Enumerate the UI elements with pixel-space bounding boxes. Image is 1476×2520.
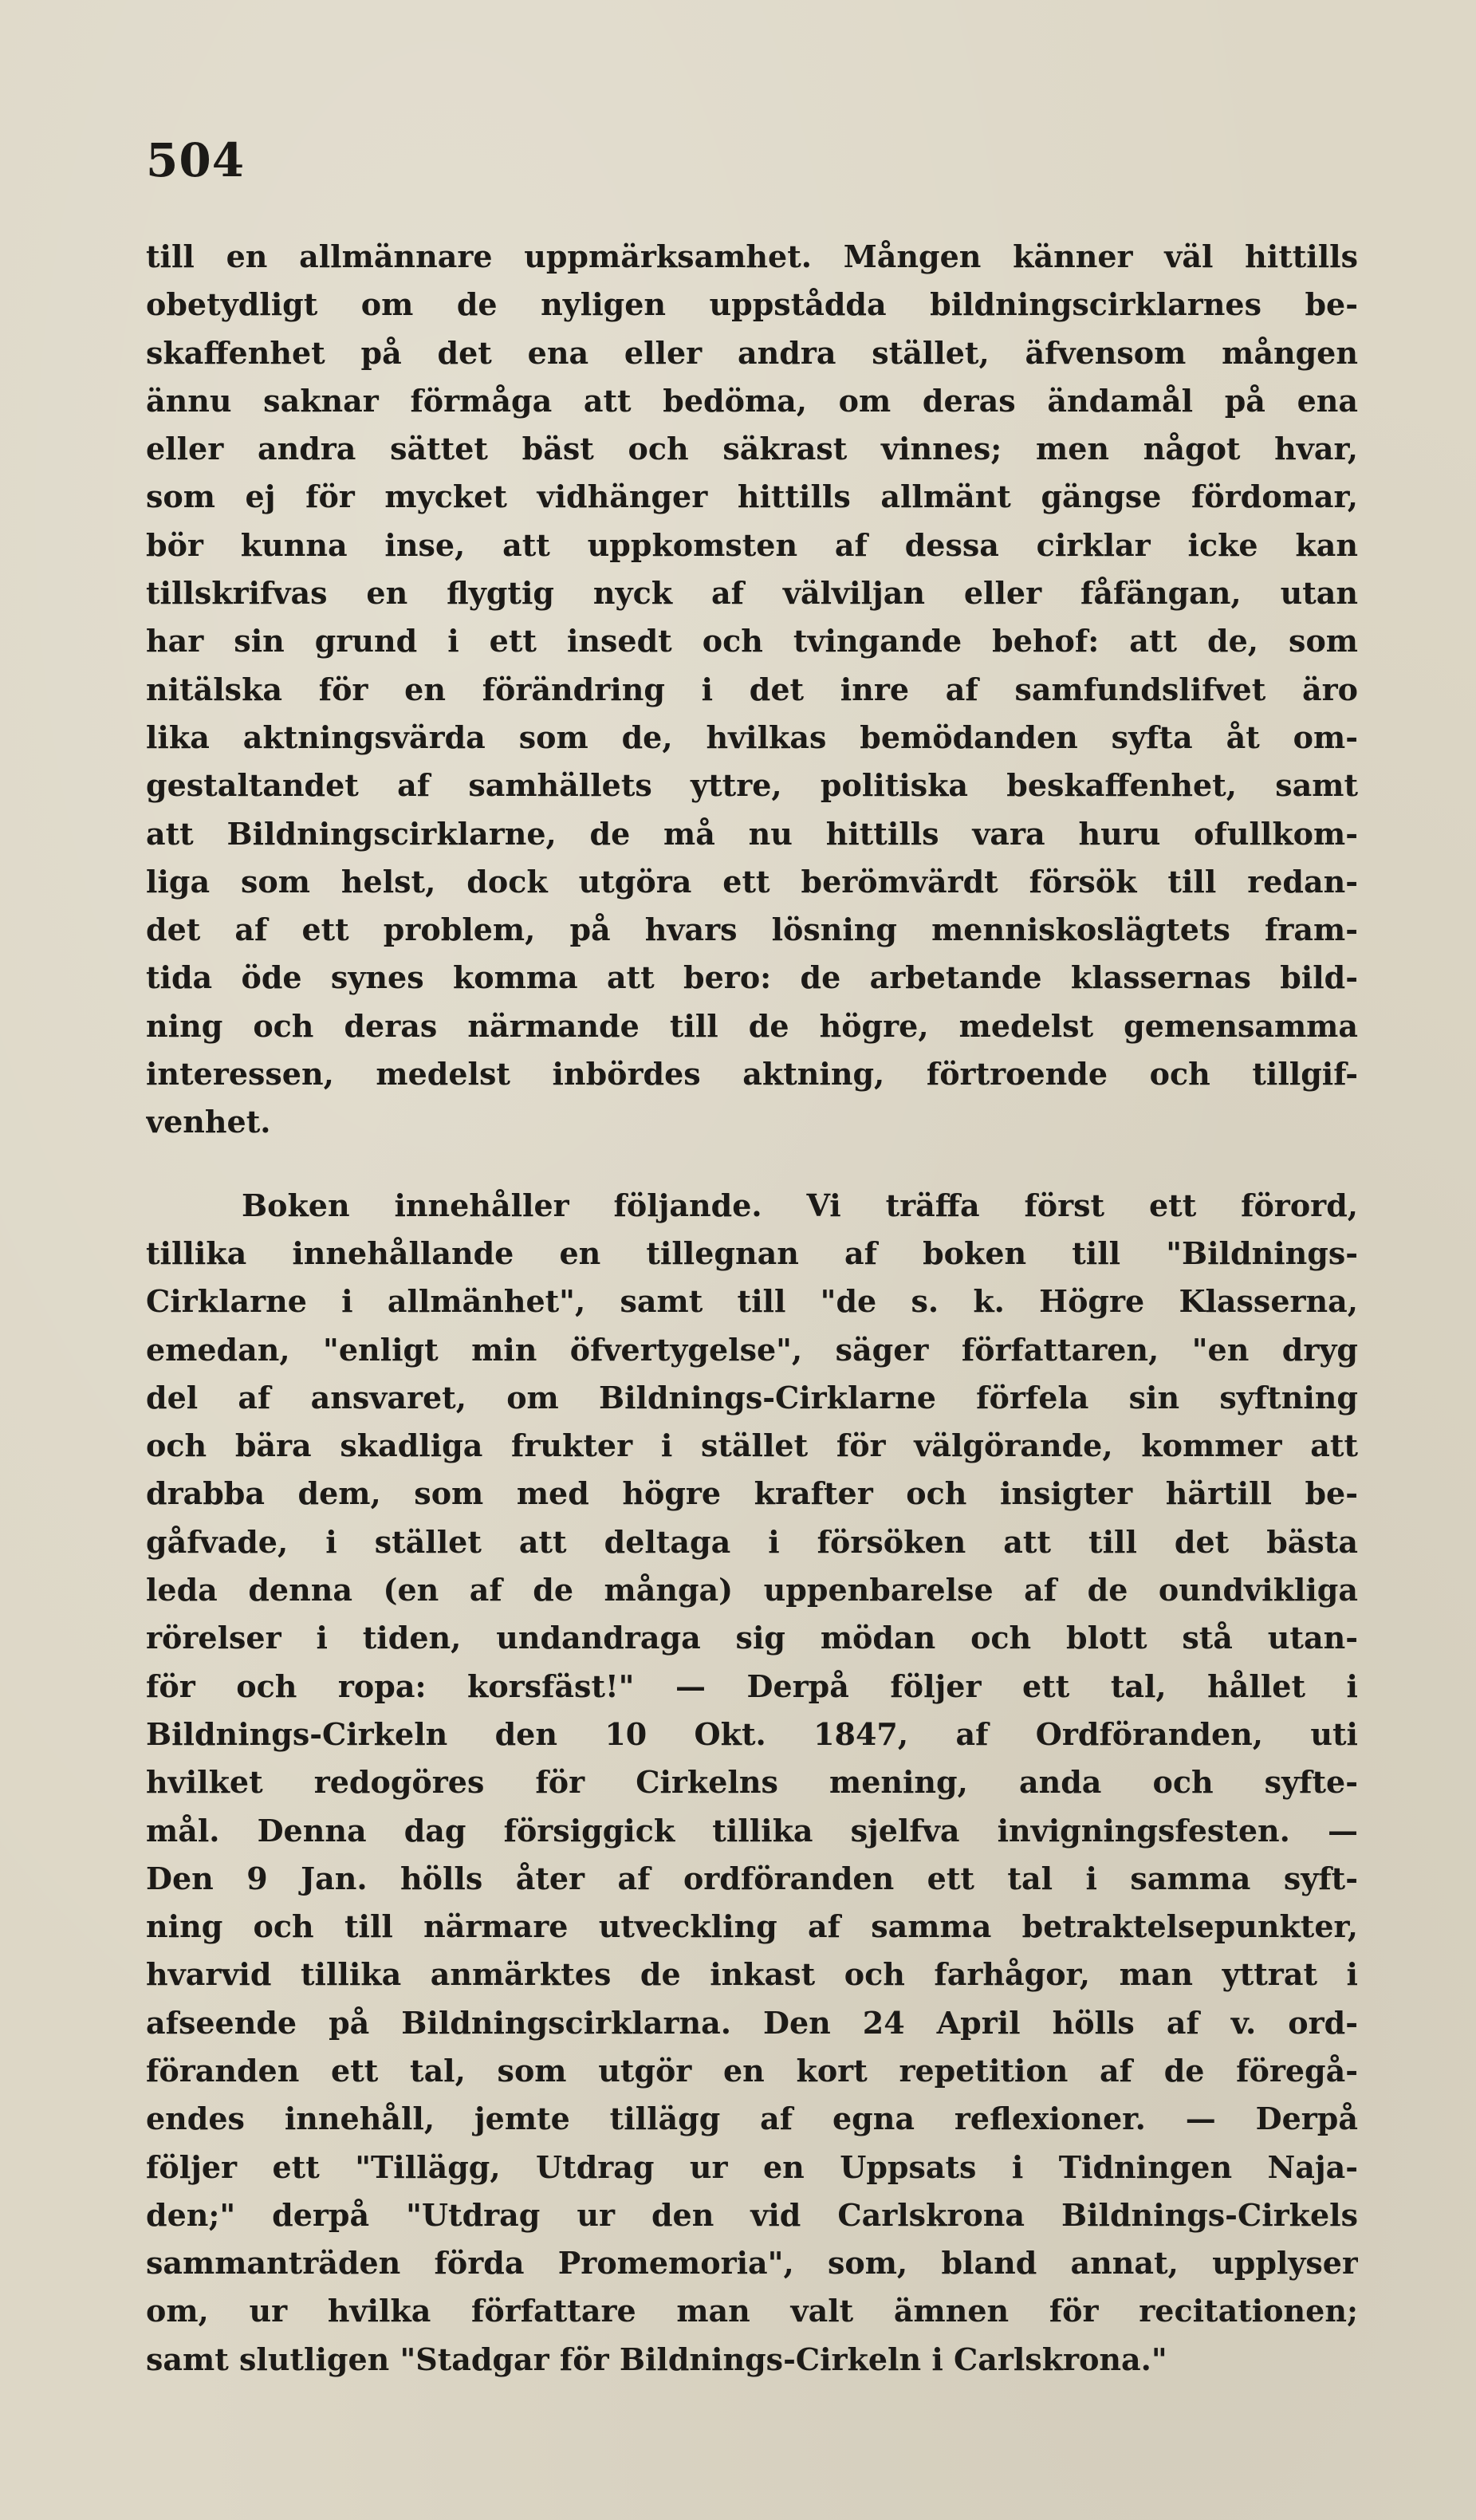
paragraph-gap xyxy=(146,1147,1358,1182)
text-line: hvilket redogöres för Cirkelns mening, anda och syfte- xyxy=(146,1764,1358,1801)
text-line: rörelser i tiden, undandraga sig mödan och blott stå utan- xyxy=(146,1620,1358,1656)
text-line: Den 9 Jan. hölls åter af ordföranden ett tal i samma syft- xyxy=(146,1860,1358,1896)
text-line: för och ropa: korsfäst!" — Derpå följer ett tal, hållet i xyxy=(146,1668,1358,1704)
text-line: del af ansvaret, om Bildnings-Cirklarne förfela sin syftning xyxy=(146,1379,1358,1416)
text-line: hvarvid tillika anmärktes de inkast och farhågor, man yttrat i xyxy=(146,1956,1358,1993)
text-line: bör kunna inse, att uppkomsten af dessa cirklar icke kan xyxy=(146,526,1358,563)
paragraph xyxy=(146,1182,1358,2384)
text-line: tillskrifvas en flygtig nyck af välviljan eller fåfängan, utan xyxy=(146,575,1358,612)
text-line: nitälska för en förändring i det inre af samfundslifvet äro xyxy=(146,671,1358,707)
text-line: som ej för mycket vidhänger hittills allmänt gängse fördomar, xyxy=(146,478,1358,515)
text-line: har sin grund i ett insedt och tvingande behof: att de, som xyxy=(146,623,1358,660)
body-text xyxy=(146,233,1358,2384)
text-line: ning och deras närmande till de högre, medelst gemensamma xyxy=(146,1007,1358,1044)
text-line: endes innehåll, jemte tillägg af egna reflexioner. — Derpå xyxy=(146,2101,1358,2137)
text-line: det af ett problem, på hvars lösning menniskoslägtets fram- xyxy=(146,912,1358,948)
text-line: den;" derpå "Utdrag ur den vid Carlskrona Bildnings-Cirkels xyxy=(146,2196,1358,2233)
text-line: till en allmännare uppmärksamhet. Mången känner väl hittills xyxy=(146,238,1358,274)
text-line: ning och till närmare utveckling af samma betraktelsepunkter, xyxy=(146,1908,1358,1945)
text-line: skaffenhet på det ena eller andra stället, äfvensom mången xyxy=(146,334,1358,371)
text-line: gestaltandet af samhällets yttre, politiska beskaffenhet, samt xyxy=(146,767,1358,804)
text-line: lika aktningsvärda som de, hvilkas bemödanden syfta åt om- xyxy=(146,719,1358,755)
text-line: liga som helst, dock utgöra ett berömvärdt försök till redan- xyxy=(146,863,1358,900)
text-line: ännu saknar förmåga att bedöma, om deras ändamål på ena xyxy=(146,382,1358,419)
text-line: följer ett "Tillägg, Utdrag ur en Uppsats i Tidningen Naja- xyxy=(146,2148,1358,2185)
text-line: drabba dem, som med högre krafter och insigter härtill be- xyxy=(146,1475,1358,1512)
text-line: gåfvade, i stället att deltaga i försöken att till det bästa xyxy=(146,1523,1358,1560)
text-line: föranden ett tal, som utgör en kort repetition af de föregå- xyxy=(146,2052,1358,2089)
text-line: tida öde synes komma att bero: de arbetande klassernas bild- xyxy=(146,959,1358,996)
text-line: samt slutligen "Stadgar för Bildnings-Cirkeln i Carlskrona." xyxy=(146,2341,1167,2377)
text-line: om, ur hvilka författare man valt ämnen för recitationen; xyxy=(146,2293,1358,2329)
page-number: 504 xyxy=(146,133,246,187)
text-line: afseende på Bildningscirklarna. Den 24 April hölls af v. ord- xyxy=(146,2004,1358,2041)
text-line: Boken innehåller följande. Vi träffa först ett förord, xyxy=(242,1187,1358,1223)
text-line: att Bildningscirklarne, de må nu hittills vara huru ofullkom- xyxy=(146,815,1358,852)
text-line: interessen, medelst inbördes aktning, förtroende och tillgif- xyxy=(146,1056,1358,1093)
text-line: leda denna (en af de många) uppenbarelse af de oundvikliga xyxy=(146,1572,1358,1608)
text-line: mål. Denna dag försiggick tillika sjelfva invigningsfesten. — xyxy=(146,1812,1358,1849)
text-line: Bildnings-Cirkeln den 10 Okt. 1847, af Ordföranden, uti xyxy=(146,1715,1358,1752)
paragraph xyxy=(146,233,1358,1147)
text-line: emedan, "enligt min öfvertygelse", säger författaren, "en dryg xyxy=(146,1331,1358,1368)
text-line: tillika innehållande en tillegnan af boken till "Bildnings- xyxy=(146,1234,1358,1271)
text-line: eller andra sättet bäst och säkrast vinnes; men något hvar, xyxy=(146,431,1358,467)
text-line: och bära skadliga frukter i stället för välgörande, kommer att xyxy=(146,1427,1358,1464)
text-line: venhet. xyxy=(146,1104,271,1140)
text-line: obetydligt om de nyligen uppstådda bildningscirklarnes be- xyxy=(146,286,1358,323)
text-line: sammanträden förda Promemoria", som, bland annat, upplyser xyxy=(146,2245,1358,2282)
text-line: Cirklarne i allmänhet", samt till "de s. k. Högre Klasserna, xyxy=(146,1283,1358,1320)
